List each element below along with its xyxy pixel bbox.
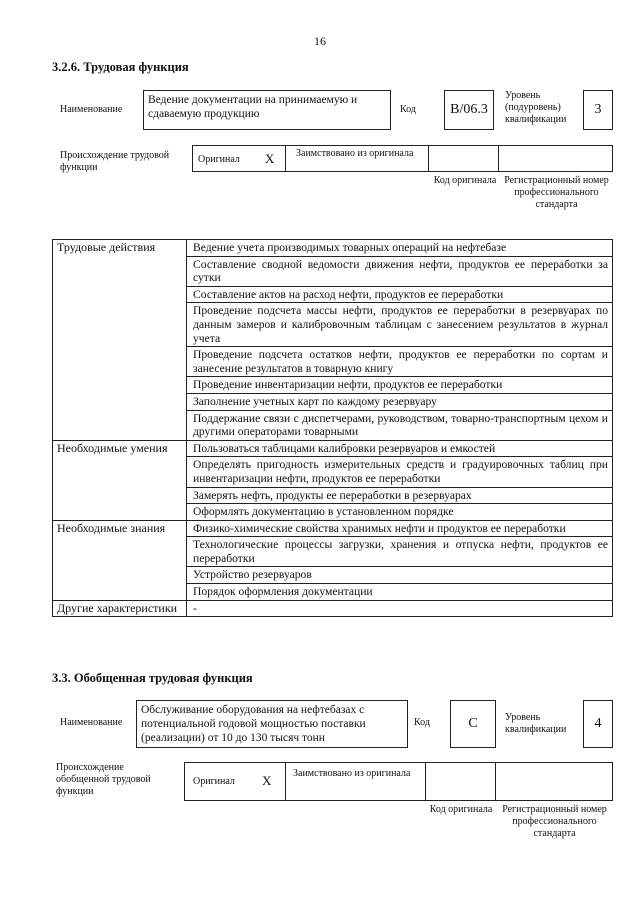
skill-item: Пользоваться таблицами калибровки резервуаров и емкостей bbox=[187, 440, 613, 457]
function-name-box-2 bbox=[136, 700, 408, 748]
labor-action-item: Ведение учета производимых товарных операций на нефтебазе bbox=[187, 240, 613, 257]
skill-item: Оформлять документацию в установленном порядке bbox=[187, 504, 613, 521]
name-label-2: Наименование bbox=[60, 717, 123, 728]
level-value: 3 bbox=[594, 102, 602, 117]
knowledge-label: Необходимые знания bbox=[53, 520, 187, 600]
original-label: Оригинал bbox=[198, 154, 240, 165]
function-name-box bbox=[143, 90, 391, 130]
knowledge-item: Устройство резервуаров bbox=[187, 567, 613, 584]
knowledge-item: Физико-химические свойства хранимых нефти и продуктов ее переработки bbox=[187, 520, 613, 537]
original-label-2: Оригинал bbox=[193, 776, 235, 787]
other-characteristics-label: Другие характеристики bbox=[53, 600, 187, 617]
code-box bbox=[444, 90, 494, 130]
borrowed-label: Заимствовано из оригинала bbox=[296, 148, 414, 159]
code-label-2: Код bbox=[414, 717, 430, 728]
labor-action-item: Проведение инвентаризации нефти, продуктов ее переработки bbox=[187, 377, 613, 394]
labor-action-item: Поддержание связи с диспетчерами, руководством, товарно-транспортным цехом и другими операторами товарными bbox=[187, 410, 613, 440]
labor-function-table bbox=[52, 239, 613, 617]
borrowed-label-2: Заимствовано из оригинала bbox=[293, 768, 411, 779]
page-number: 16 bbox=[314, 34, 326, 48]
original-mark: X bbox=[265, 151, 275, 166]
function-name-value-2: Обслуживание оборудования на нефтебазах с потенциальной годовой мощностью поставки (реализации) от 10 до 130 тысяч тонн bbox=[141, 704, 366, 744]
labor-action-item: Проведение подсчета остатков нефти, продуктов ее переработки по сортам и занесение результатов в товарную книгу bbox=[187, 347, 613, 377]
skills-label: Необходимые умения bbox=[53, 440, 187, 520]
reg-number-caption: Регистрационный номер профессионального стандарта bbox=[504, 175, 609, 210]
labor-actions-label: Трудовые действия bbox=[53, 240, 187, 441]
section-heading: 3.2.6. Трудовая функция bbox=[52, 60, 189, 74]
level-box bbox=[583, 90, 613, 130]
knowledge-item: Порядок оформления документации bbox=[187, 584, 613, 601]
name-label: Наименование bbox=[60, 104, 123, 115]
code-value: B/06.3 bbox=[450, 102, 488, 117]
level-box-2 bbox=[583, 700, 613, 748]
code-value-2: C bbox=[468, 716, 478, 731]
labor-action-item: Заполнение учетных карт по каждому резервуару bbox=[187, 393, 613, 410]
orig-code-caption: Код оригинала bbox=[433, 175, 497, 186]
skill-item: Замерять нефть, продукты ее переработки в резервуарах bbox=[187, 487, 613, 504]
reg-number-caption-2: Регистрационный номер профессионального стандарта bbox=[502, 804, 607, 839]
labor-action-item: Проведение подсчета массы нефти, продуктов ее переработки в резервуарах по данным замеров и калибровочным таблицам с занесением результатов в журнал учета bbox=[187, 303, 613, 347]
function-name-value: Ведение документации на принимаемую и сдаваемую продукцию bbox=[148, 94, 358, 120]
code-box-2 bbox=[450, 700, 496, 748]
level-label: Уровень (подуровень) квалификации bbox=[505, 90, 567, 125]
level-label-2: Уровень квалификации bbox=[505, 712, 567, 735]
origin-label: Происхождение трудовой функции bbox=[60, 150, 170, 173]
level-value-2: 4 bbox=[594, 716, 602, 731]
orig-code-caption-2: Код оригинала bbox=[429, 804, 493, 815]
section-heading-2: 3.3. Обобщенная трудовая функция bbox=[52, 671, 253, 685]
labor-action-item: Составление сводной ведомости движения нефти, продуктов ее переработки за сутки bbox=[187, 256, 613, 286]
other-characteristics-value: - bbox=[187, 600, 613, 617]
code-label: Код bbox=[400, 104, 416, 115]
skill-item: Определять пригодность измерительных средств и градуировочных таблиц при инвентаризации нефти, продуктов ее переработки bbox=[187, 457, 613, 487]
original-mark-2: X bbox=[262, 773, 272, 788]
knowledge-item: Технологические процессы загрузки, хранения и отпуска нефти, продуктов ее переработки bbox=[187, 537, 613, 567]
origin-label-2: Происхождение обобщенной трудовой функции bbox=[56, 762, 151, 797]
labor-action-item: Составление актов на расход нефти, продуктов ее переработки bbox=[187, 286, 613, 303]
